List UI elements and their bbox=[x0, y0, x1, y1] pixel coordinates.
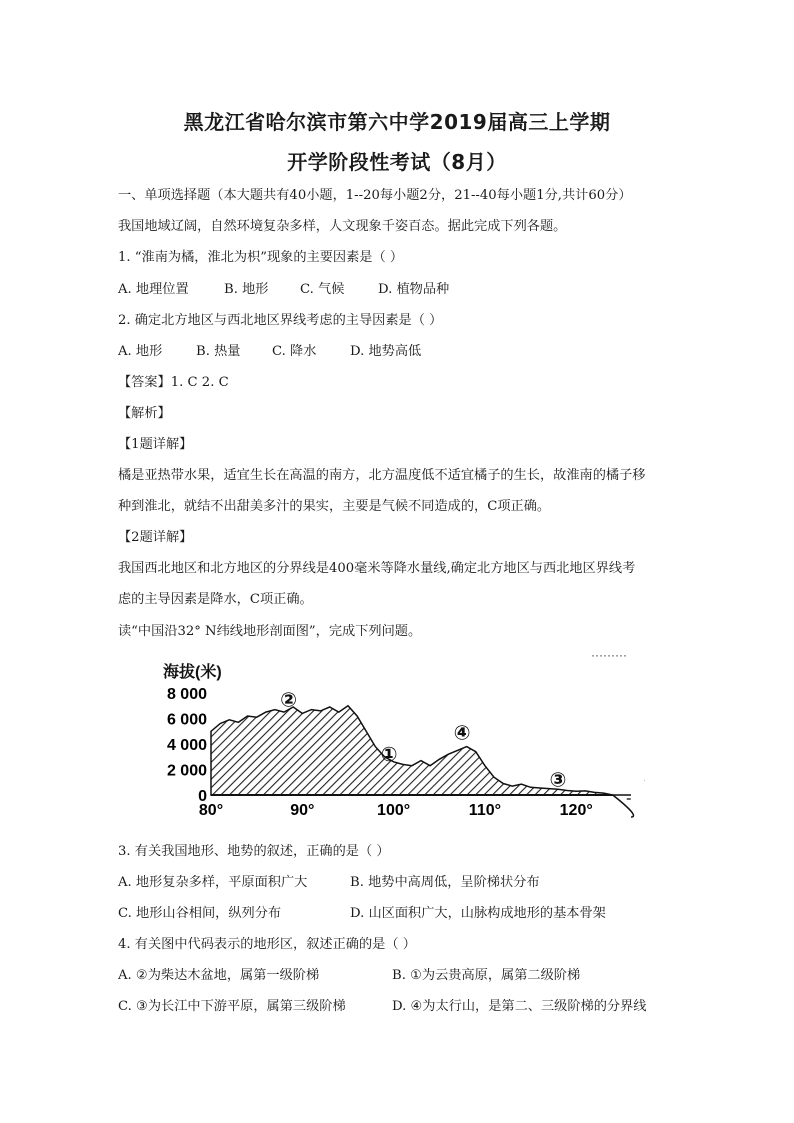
terrain-profile-chart bbox=[155, 648, 645, 823]
read-prompt: 读“中国沿32° N纬线地形剖面图”，完成下列问题。 bbox=[118, 624, 422, 639]
y-tick-label: 2 000 bbox=[166, 762, 207, 780]
question-4-option-a: A. ②为柴达木盆地，属第一级阶梯 bbox=[118, 968, 320, 983]
question-1-option-a: A. 地理位置 bbox=[118, 282, 189, 297]
answer-line: 【答案】1. C 2. C bbox=[118, 375, 229, 390]
question-4-option-b: B. ①为云贵高原，属第二级阶梯 bbox=[392, 968, 581, 983]
region-marker: ① bbox=[380, 744, 398, 767]
region-marker: ② bbox=[280, 689, 298, 712]
question-1-option-c: C. 气候 bbox=[300, 282, 345, 297]
question-4-option-d: D. ④为太行山，是第二、三级阶梯的分界线 bbox=[392, 999, 647, 1014]
region-marker: ③ bbox=[549, 769, 567, 792]
x-tick-label: 90° bbox=[290, 802, 315, 819]
y-tick-label: 0 bbox=[198, 788, 207, 805]
y-tick-label: 6 000 bbox=[166, 711, 207, 729]
question-1-option-d: D. 植物品种 bbox=[378, 282, 450, 297]
question-2-option-b: B. 热量 bbox=[196, 344, 241, 359]
detail-1-text-line2: 种到淮北，就结不出甜美多汁的果实，主要是气候不同造成的，C项正确。 bbox=[118, 499, 551, 514]
question-1-stem: 1. “淮南为橘，淮北为枳”现象的主要因素是（ ） bbox=[118, 250, 404, 265]
question-2-option-a: A. 地形 bbox=[118, 344, 163, 359]
analysis-label: 【解析】 bbox=[118, 406, 171, 421]
question-3-stem: 3. 有关我国地形、地势的叙述，正确的是（ ） bbox=[118, 844, 390, 859]
x-tick-label: 110° bbox=[468, 802, 502, 819]
question-2-option-c: C. 降水 bbox=[272, 344, 317, 359]
page-subtitle: 开学阶段性考试（8月） bbox=[287, 150, 507, 174]
question-3-option-a: A. 地形复杂多样，平原面积广大 bbox=[118, 875, 308, 890]
detail-1-label: 【1题详解】 bbox=[118, 437, 193, 452]
detail-2-text-line1: 我国西北地区和北方地区的分界线是400毫米等降水量线,确定北方地区与西北地区界线考 bbox=[118, 561, 636, 576]
page-title: 黑龙江省哈尔滨市第六中学2019届高三上学期 bbox=[183, 110, 611, 134]
question-1-option-b: B. 地形 bbox=[224, 282, 269, 297]
sea-basin bbox=[613, 795, 634, 817]
question-4-option-c: C. ③为长江中下游平原，属第三级阶梯 bbox=[118, 999, 346, 1014]
x-tick-label: 80° bbox=[198, 802, 224, 819]
section-heading: 一、单项选择题（本大题共有40小题，1--20每小题2分，21--40每小题1分,共计60分） bbox=[118, 188, 632, 203]
region-marker: ④ bbox=[453, 722, 471, 745]
question-4-stem: 4. 有关图中代码表示的地形区，叙述正确的是（ ） bbox=[118, 937, 416, 952]
question-3-option-d: D. 山区面积广大，山脉构成地形的基本骨架 bbox=[350, 906, 606, 921]
detail-2-text-line2: 虑的主导因素是降水，C项正确。 bbox=[118, 592, 313, 607]
question-3-option-c: C. 地形山谷相间，纵列分布 bbox=[118, 906, 282, 921]
y-tick-label: 8 000 bbox=[166, 686, 207, 703]
x-tick-label: 120° bbox=[559, 802, 593, 819]
detail-1-text-line1: 橘是亚热带水果，适宜生长在高温的南方，北方温度低不适宜橘子的生长，故淮南的橘子移 bbox=[118, 468, 646, 483]
chart-top-dots: ········· bbox=[591, 648, 627, 662]
y-tick-label: 4 000 bbox=[166, 737, 207, 754]
question-2-stem: 2. 确定北方地区与西北地区界线考虑的主导因素是（ ） bbox=[118, 313, 443, 328]
question-3-option-b: B. 地势中高周低，呈阶梯状分布 bbox=[350, 875, 540, 890]
chart-ylabel: 海拔(米) bbox=[163, 664, 222, 681]
question-2-option-d: D. 地势高低 bbox=[350, 344, 422, 359]
x-tick-label: 100° bbox=[377, 802, 411, 819]
detail-2-label: 【2题详解】 bbox=[118, 530, 193, 545]
section-intro: 我国地域辽阔，自然环境复杂多样，人文现象千姿百态。据此完成下列各题。 bbox=[118, 219, 567, 234]
